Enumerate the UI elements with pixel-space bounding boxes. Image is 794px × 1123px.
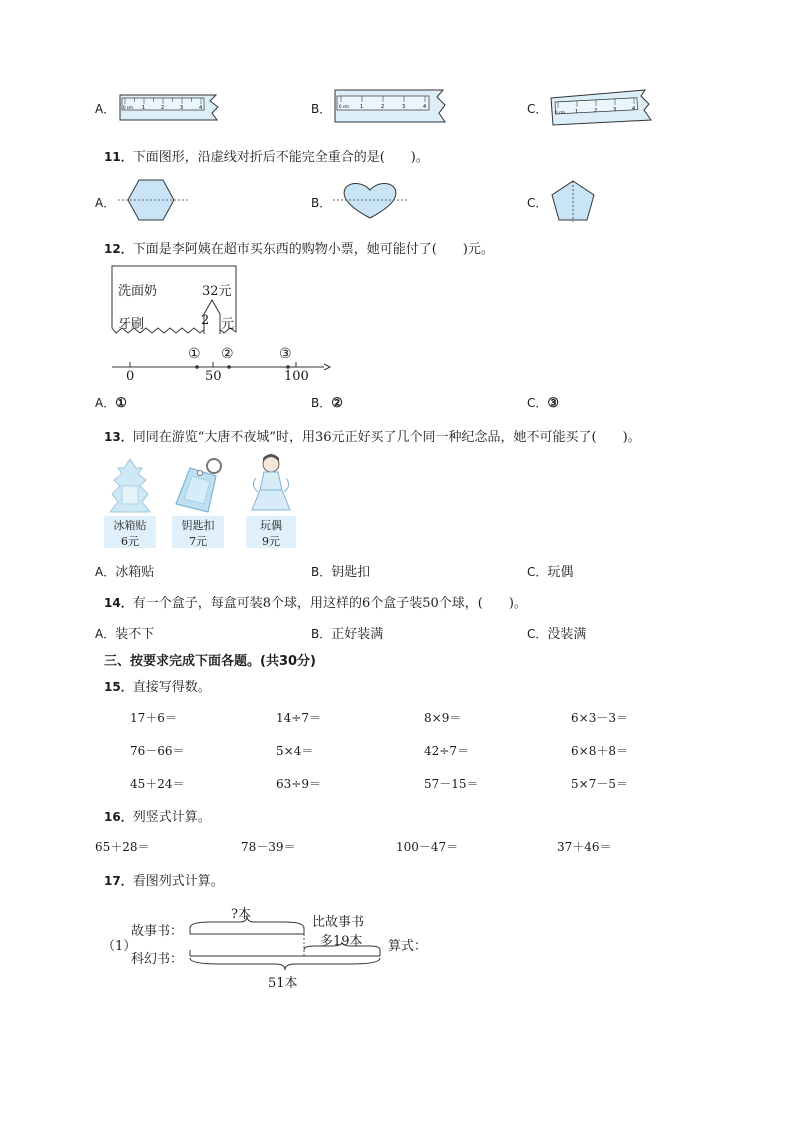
- svg-text:2: 2: [161, 105, 165, 111]
- ruler-straight-icon: [333, 88, 448, 126]
- calc-item[interactable]: 45＋24＝: [130, 777, 185, 791]
- receipt-item2-price-left: 2: [201, 313, 210, 328]
- question-12: [104, 238, 494, 257]
- svg-text:1: 1: [142, 105, 146, 111]
- svg-text:2: 2: [594, 108, 598, 114]
- numberline-marker-2: ②: [221, 346, 234, 362]
- souvenir-name-3: 玩偶: [260, 519, 282, 532]
- souvenir-name-2: 钥匙扣: [181, 519, 215, 532]
- svg-text:0 cm: 0 cm: [339, 104, 349, 109]
- q14-option-c[interactable]: C．没装满: [527, 627, 587, 642]
- question-number: 17．: [104, 874, 133, 888]
- svg-text:4: 4: [199, 105, 203, 111]
- question-17: [104, 870, 224, 889]
- q13-option-c[interactable]: C．玩偶: [527, 565, 574, 580]
- calc-item[interactable]: 5×4＝: [276, 744, 314, 758]
- q11-option-c-letter[interactable]: C．: [527, 196, 548, 210]
- numberline-marker-3: ③: [279, 346, 292, 362]
- q10-option-c-letter[interactable]: C．: [527, 102, 548, 116]
- pagoda-magnet-icon: [104, 456, 156, 518]
- sub-question-number: （1）: [102, 939, 137, 954]
- receipt-item2-price-right: 元: [221, 317, 235, 332]
- doll-icon: [246, 452, 296, 518]
- q11-option-b-letter[interactable]: B．: [311, 196, 332, 210]
- hexagon-icon[interactable]: [116, 178, 192, 224]
- calc-item[interactable]: 42÷7＝: [424, 744, 469, 758]
- question-text: 直接写得数。: [132, 680, 211, 695]
- numberline-label-50: 50: [205, 369, 222, 384]
- calc-item[interactable]: 5×7－5＝: [571, 777, 628, 791]
- heart-icon[interactable]: [331, 180, 409, 222]
- question-text: 下面图形，沿虚线对折后不能完全重合的是( )。: [132, 150, 429, 165]
- numberline-label-0: 0: [126, 369, 135, 384]
- question-text: 同同在游览“大唐不夜城”时，用36元正好买了几个同一种纪念品，她不可能买了( )。: [132, 430, 641, 445]
- question-number: 13．: [104, 430, 133, 444]
- q11-option-a-letter[interactable]: A．: [95, 196, 116, 210]
- calc-item[interactable]: 8×9＝: [424, 711, 462, 725]
- svg-text:3: 3: [402, 104, 406, 110]
- svg-text:1: 1: [575, 109, 579, 115]
- q10-option-b-letter[interactable]: B．: [311, 102, 332, 116]
- calc-item[interactable]: 6×3－3＝: [571, 711, 628, 725]
- numberline-label-100: 100: [284, 369, 309, 384]
- pentagon-icon[interactable]: [549, 178, 597, 224]
- souvenir-price-3: 9元: [262, 535, 280, 548]
- ruler-tilted-icon: [549, 88, 654, 128]
- vertical-calc-item[interactable]: 37＋46＝: [557, 840, 612, 854]
- label-story-books: 故事书：: [131, 924, 184, 939]
- question-13: [104, 426, 641, 445]
- numberline-marker-1: ①: [188, 346, 201, 362]
- receipt-item1-price: 32元: [202, 284, 232, 299]
- unknown-label: ?本: [231, 907, 251, 922]
- calc-item[interactable]: 63÷9＝: [276, 777, 321, 791]
- q13-option-b[interactable]: B．钥匙扣: [311, 565, 371, 580]
- q12-option-c[interactable]: C．③: [527, 396, 560, 411]
- souvenir-name-1: 冰箱贴: [113, 519, 147, 532]
- svg-text:3: 3: [613, 107, 617, 113]
- question-number: 14．: [104, 596, 133, 610]
- svg-text:4: 4: [632, 106, 636, 112]
- question-text: 有一个盒子，每盒可装8个球，用这样的6个盒子装50个球，( )。: [132, 596, 527, 611]
- total-label: 51本: [268, 976, 298, 991]
- question-11: [104, 146, 429, 165]
- calc-item[interactable]: 14÷7＝: [276, 711, 321, 725]
- q12-option-a[interactable]: A．①: [95, 396, 127, 411]
- question-text: 下面是李阿姨在超市买东西的购物小票，她可能付了( )元。: [132, 242, 494, 257]
- calc-item[interactable]: 6×8＋8＝: [571, 744, 628, 758]
- vertical-calc-item[interactable]: 78－39＝: [241, 840, 296, 854]
- q10-option-a-letter[interactable]: A．: [95, 102, 116, 116]
- q14-option-a[interactable]: A．装不下: [95, 627, 155, 642]
- svg-text:1: 1: [360, 104, 364, 110]
- ruler-unit-label: 0 cm: [123, 105, 133, 110]
- calc-item[interactable]: 57－15＝: [424, 777, 479, 791]
- vertical-calc-item[interactable]: 65＋28＝: [95, 840, 150, 854]
- question-text: 列竖式计算。: [132, 810, 211, 825]
- svg-text:0 cm: 0 cm: [555, 110, 565, 115]
- question-number: 16．: [104, 810, 133, 824]
- q12-option-b[interactable]: B．②: [311, 396, 343, 411]
- formula-label[interactable]: 算式：: [388, 939, 428, 954]
- keychain-icon: [170, 456, 228, 518]
- q13-option-a[interactable]: A．冰箱贴: [95, 565, 155, 580]
- section-3-title: 三、按要求完成下面各题。(共30分): [104, 654, 316, 669]
- question-number: 11．: [104, 150, 133, 164]
- more-label-line2: 多19本: [320, 934, 363, 949]
- souvenir-price-1: 6元: [121, 535, 139, 548]
- question-text: 看图列式计算。: [132, 874, 224, 889]
- calc-item[interactable]: 76－66＝: [130, 744, 185, 758]
- question-number: 12．: [104, 242, 133, 256]
- question-14: [104, 592, 527, 611]
- ruler-straight-icon: [118, 93, 220, 123]
- question-number: 15．: [104, 680, 133, 694]
- more-label-line1: 比故事书: [312, 915, 365, 930]
- souvenir-price-2: 7元: [189, 535, 207, 548]
- question-16: [104, 806, 211, 825]
- vertical-calc-item[interactable]: 100－47＝: [396, 840, 459, 854]
- svg-text:3: 3: [180, 105, 184, 111]
- svg-text:2: 2: [381, 104, 385, 110]
- svg-text:4: 4: [423, 104, 427, 110]
- label-scifi-books: 科幻书：: [131, 952, 184, 967]
- receipt-item2-name: 牙刷: [118, 317, 145, 332]
- q14-option-b[interactable]: B．正好装满: [311, 627, 384, 642]
- receipt-item1-name: 洗面奶: [118, 284, 158, 299]
- calc-item[interactable]: 17＋6＝: [130, 711, 177, 725]
- question-15: [104, 676, 211, 695]
